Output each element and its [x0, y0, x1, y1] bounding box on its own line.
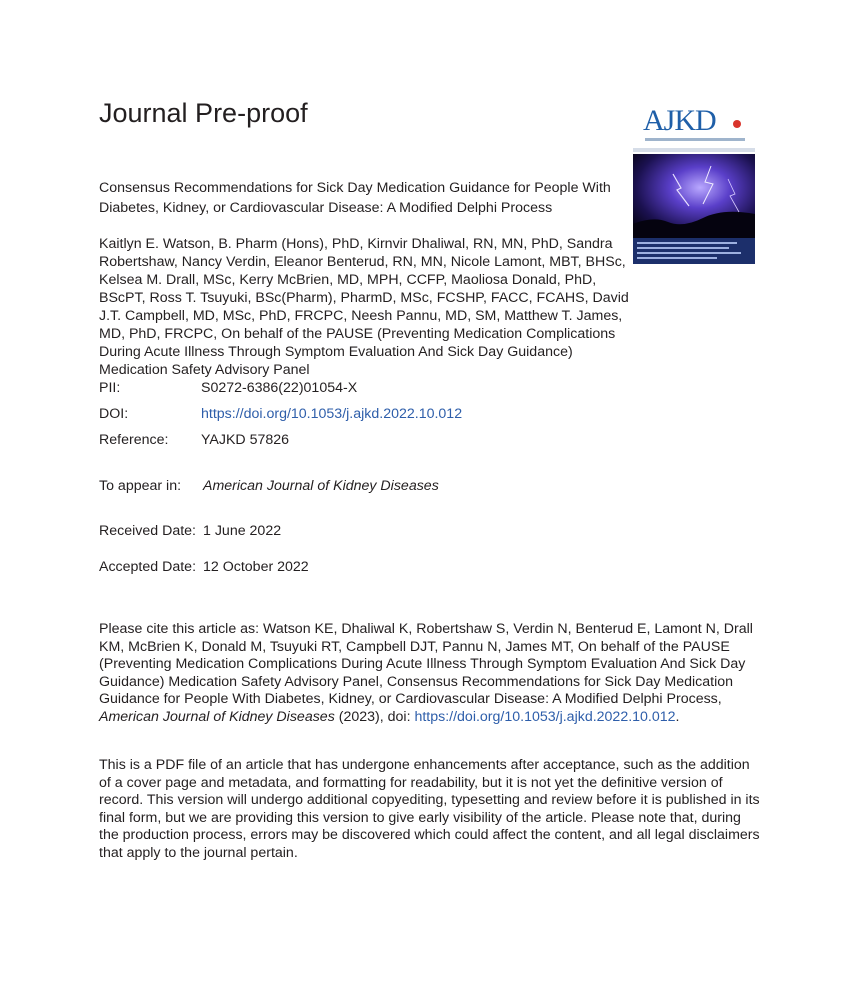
reference-value: YAJKD 57826	[201, 432, 290, 448]
journal-cover-thumbnail	[633, 104, 755, 264]
citation-year: (2023), doi:	[334, 708, 415, 725]
received-date-value: 1 June 2022	[203, 523, 282, 539]
pii-label: PII:	[99, 380, 121, 396]
author-list: Kaitlyn E. Watson, B. Pharm (Hons), PhD, Kirnvir Dhaliwal, RN, MN, PhD, Sandra Robertshaw, Nancy Verdin, Eleanor Benterud, RN, MN, Nicole Lamont, MBT, BHSc, Kelsea M. Drall, MSc, Kerry McBrien, MD, MPH, CCFP, Maoliosa Donald, PhD, BScPT, Ross T. Tsuyuki, BSc(Pharm), PharmD, MSc, FCSHP, FACC, FCAHS, David J.T. Campbell, MD, MSc, PhD, FRCPC, Neesh Pannu, MD, SM, Matthew T. James, MD, PhD, FRCPC, On behalf of the PAUSE (Preventing Medication Complications During Acute Illness Through Symptom Evaluation And Sick Day Guidance) Medication Safety Advisory Panel	[99, 236, 629, 378]
article-title: Consensus Recommendations for Sick Day Medication Guidance for People With Diabetes, Kidney, or Cardiovascular Disease: A Modified Delphi Process	[99, 180, 611, 216]
citation-journal: American Journal of Kidney Diseases	[99, 708, 335, 725]
accepted-date-value: 12 October 2022	[203, 559, 309, 575]
appear-in-label: To appear in:	[99, 478, 182, 494]
citation-paragraph	[99, 621, 764, 726]
citation-doi-link[interactable]: https://doi.org/10.1053/j.ajkd.2022.10.012	[414, 708, 676, 725]
appear-in-value: American Journal of Kidney Diseases	[203, 478, 439, 494]
pii-value: S0272-6386(22)01054-X	[201, 380, 358, 396]
cover-lightning-image	[633, 154, 755, 238]
cover-subtitle-bar	[645, 138, 745, 141]
received-date-label: Received Date:	[99, 523, 196, 539]
cover-footer	[633, 238, 755, 264]
disclaimer-paragraph: This is a PDF file of an article that has undergone enhancements after acceptance, such as the addition of a cover page and metadata, and formatting for readability, but it is not yet the definitive version of record. This version will undergo additional copyediting, typesetting and review before it is published in its final form, but we are providing this version to give early visibility of the article. Please note that, during the production process, errors may be discovered which could affect the content, and all legal disclaimers that apply to the journal pertain.	[99, 757, 760, 861]
doi-label: DOI:	[99, 406, 129, 422]
citation-end: .	[675, 708, 680, 725]
page-title: Journal Pre-proof	[99, 98, 308, 128]
cover-divider	[633, 148, 755, 152]
reference-label: Reference:	[99, 432, 169, 448]
doi-link[interactable]: https://doi.org/10.1053/j.ajkd.2022.10.012	[201, 406, 463, 422]
journal-logo: AJKD	[643, 104, 716, 137]
citation-text: Please cite this article as: Watson KE, Dhaliwal K, Robertshaw S, Verdin N, Benterud E, Lamont N, Drall KM, McBrien K, Donald M, Tsuyuki RT, Campbell DJT, Pannu N, James MT, On behalf of the PAUSE (Preventing Medication Complications During Acute Illness Through Symptom Evaluation And Sick Day Guidance) Medication Safety Advisory Panel, Consensus Recommendations for Sick Day Medication Guidance for People With Diabetes, Kidney, or Cardiovascular Disease: A Modified Delphi Process,	[99, 621, 753, 707]
accepted-date-label: Accepted Date:	[99, 559, 197, 575]
logo-dot-icon	[733, 120, 741, 128]
